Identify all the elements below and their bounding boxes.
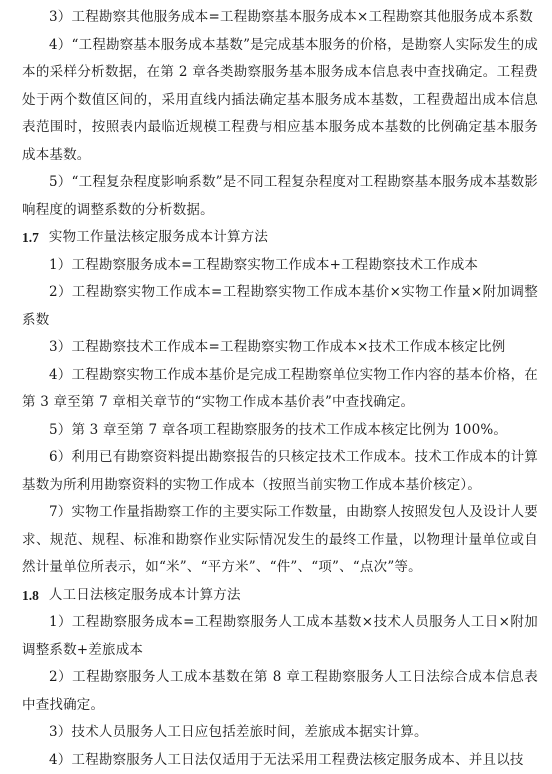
section-heading-1-8 (22, 582, 538, 610)
paragraph: 7）实物工作量指勘察工作的主要实际工作数量，由勘察人按照发包人及设计人要求、规范、规程、标准和勘察作业实际情况发生的最终工作量，以物理计量单位或自然计量单位所表示，如“米”、“平方米”、“件”、“项”、“点次”等。 (22, 499, 538, 582)
section-title: 人工日法核定服务成本计算方法 (49, 582, 241, 610)
paragraph: 3）技术人员服务人工日应包括差旅时间，差旅成本据实计算。 (22, 719, 538, 747)
paragraph: 1）工程勘察服务成本=工程勘察实物工作成本+工程勘察技术工作成本 (22, 252, 538, 280)
paragraph: 3）工程勘察其他服务成本=工程勘察基本服务成本×工程勘察其他服务成本系数 (22, 0, 538, 32)
paragraph: 5）“工程复杂程度影响系数”是不同工程复杂程度对工程勘察基本服务成本基数影响程度的调整系数的分析数据。 (22, 169, 538, 224)
section-title: 实物工作量法核定服务成本计算方法 (49, 224, 268, 252)
paragraph: 4）工程勘察实物工作成本基价是完成工程勘察单位实物工作内容的基本价格，在第 3 章至第 7 章相关章节的“实物工作成本基价表”中查找确定。 (22, 362, 538, 417)
paragraph: 1）工程勘察服务成本=工程勘察服务人工成本基数×技术人员服务人工日×附加调整系数+差旅成本 (22, 609, 538, 664)
paragraph: 5）第 3 章至第 7 章各项工程勘察服务的技术工作成本核定比例为 100%。 (22, 417, 538, 445)
paragraph: 2）工程勘察实物工作成本=工程勘察实物工作成本基价×实物工作量×附加调整系数 (22, 279, 538, 334)
paragraph: 4）“工程勘察基本服务成本基数”是完成基本服务的价格，是勘察人实际发生的成本的采样分析数据，在第 2 章各类勘察服务基本服务成本信息表中查找确定。工程费处于两个数值区间的，采用直线内插法确定基本服务成本基数，工程费超出成本信息表范围时，按照表内最临近规模工程费与相应基本服务成本基数的比例确定基本服务成本基数。 (22, 32, 538, 170)
paragraph: 4）工程勘察服务人工日法仅适用于无法采用工程费法核定服务成本、并且以技 (22, 747, 538, 774)
paragraph: 2）工程勘察服务人工成本基数在第 8 章工程勘察服务人工日法综合成本信息表中查找确定。 (22, 664, 538, 719)
paragraph: 6）利用已有勘察资料提出勘察报告的只核定技术工作成本。技术工作成本的计算基数为所利用勘察资料的实物工作成本（按照当前实物工作成本基价核定）。 (22, 444, 538, 499)
section-number: 1.8 (22, 582, 39, 610)
section-heading-1-7 (22, 224, 538, 252)
section-number: 1.7 (22, 224, 39, 252)
paragraph: 3）工程勘察技术工作成本=工程勘察实物工作成本×技术工作成本核定比例 (22, 334, 538, 362)
